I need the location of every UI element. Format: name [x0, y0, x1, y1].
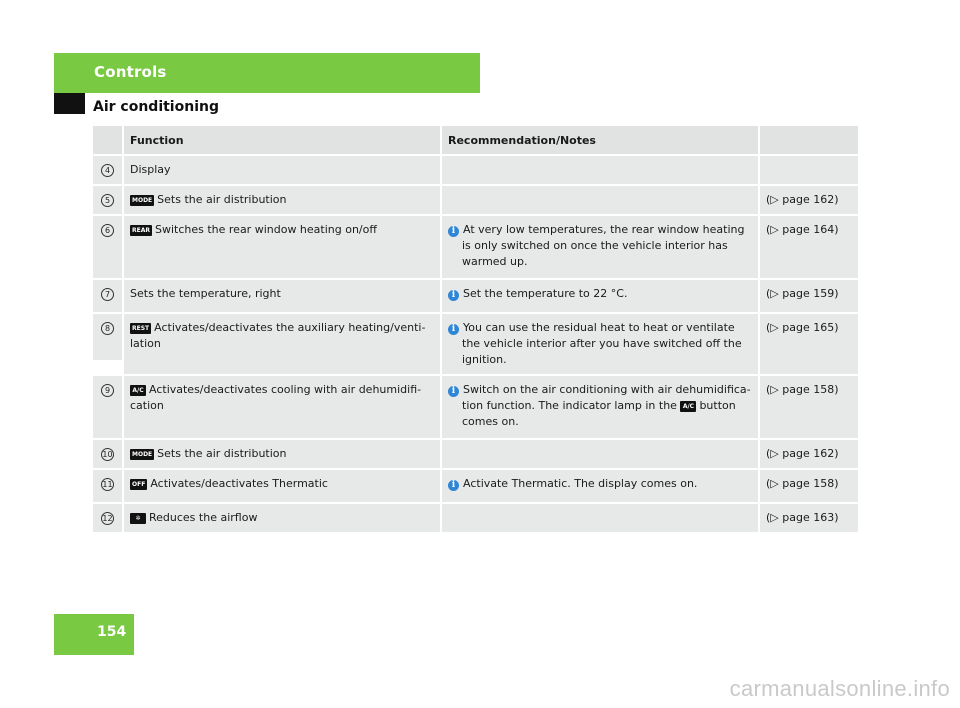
note-text: Switch on the air conditioning with air dehumidification function. The indicator lamp in the	[462, 383, 751, 412]
info-icon: i	[448, 480, 459, 491]
header-notes: Recommendation/Notes	[442, 126, 760, 154]
info-icon: i	[448, 386, 459, 397]
note-text-continued: button comes on.	[462, 399, 736, 428]
page-reference: (▷ page 158)	[760, 376, 858, 438]
function-text: Switches the rear window heating on/off	[154, 223, 377, 236]
page-reference: (▷ page 164)	[760, 216, 858, 278]
table-row	[93, 440, 858, 470]
row-number-cell	[93, 470, 124, 502]
page-reference	[760, 156, 858, 184]
page-number: 154	[97, 624, 127, 640]
notes-cell	[442, 314, 760, 374]
ac-button-icon: A/C	[680, 401, 696, 412]
notes-cell	[442, 216, 760, 278]
function-text: Activates/deactivates Thermatic	[150, 477, 328, 490]
row-number-cell	[93, 376, 124, 438]
chapter-title: Controls	[94, 63, 167, 81]
info-icon: i	[448, 324, 459, 335]
function-text: Sets the air distribution	[157, 447, 287, 460]
table-row	[93, 470, 858, 504]
function-text: Activates/deactivates the auxiliary heating/ventilation	[130, 321, 426, 350]
table-row	[93, 216, 858, 280]
notes-cell	[442, 156, 760, 184]
table-body	[93, 156, 858, 534]
function-cell	[124, 156, 442, 184]
page-reference: (▷ page 162)	[760, 440, 858, 468]
page-reference: (▷ page 165)	[760, 314, 858, 374]
notes-cell	[442, 504, 760, 532]
item-number: 7	[101, 288, 114, 301]
function-text: Sets the temperature, right	[130, 287, 281, 300]
info-icon: i	[448, 226, 459, 237]
row-number-cell	[93, 186, 124, 214]
function-cell	[124, 216, 442, 278]
table-row	[93, 156, 858, 186]
note-text: Set the temperature to 22 °C.	[463, 287, 628, 300]
item-number: 9	[101, 384, 114, 397]
page-reference: (▷ page 159)	[760, 280, 858, 312]
control-button-icon: MODE	[132, 451, 153, 458]
item-number: 12	[102, 514, 113, 523]
table-row	[93, 280, 858, 314]
function-cell	[124, 280, 442, 312]
row-number-cell	[93, 156, 124, 184]
header-num-cell	[93, 126, 124, 154]
notes-cell	[442, 440, 760, 468]
item-number: 8	[101, 322, 114, 335]
function-cell	[124, 186, 442, 214]
control-button-icon: OFF	[132, 481, 146, 488]
item-number: 5	[101, 194, 114, 207]
row-number-cell	[93, 280, 124, 312]
function-cell	[124, 440, 442, 468]
info-icon: i	[448, 290, 459, 301]
section-marker	[54, 93, 85, 114]
row-number-cell	[93, 504, 124, 532]
table-row	[93, 186, 858, 216]
function-text: Sets the air distribution	[157, 193, 287, 206]
page-reference: (▷ page 162)	[760, 186, 858, 214]
note-text: You can use the residual heat to heat or ventilate the vehicle interior after you have switched off the ignition.	[462, 321, 742, 366]
table-header	[93, 126, 858, 156]
item-number: 6	[101, 224, 114, 237]
notes-cell	[442, 376, 760, 438]
control-button-icon: REST	[132, 325, 150, 332]
function-text: Reduces the airflow	[149, 511, 258, 524]
table-row	[93, 504, 858, 534]
control-button-icon: A/C	[130, 385, 146, 396]
function-cell	[124, 504, 442, 532]
watermark: carmanualsonline.info	[729, 676, 950, 701]
note-text: At very low temperatures, the rear window heating is only switched on once the vehicle interior has warmed up.	[462, 223, 745, 268]
control-button-icon: ✲	[130, 513, 146, 524]
function-text: Activates/deactivates cooling with air dehumidification	[130, 383, 422, 412]
row-number-cell	[93, 440, 124, 468]
header-ref-cell	[760, 126, 858, 154]
item-number: 10	[102, 450, 113, 459]
notes-cell	[442, 470, 760, 502]
row-number-cell	[93, 216, 124, 278]
row-number-cell	[93, 314, 124, 360]
function-cell	[124, 376, 442, 438]
function-cell	[124, 470, 442, 502]
control-button-icon: MODE	[132, 197, 153, 204]
note-text: Activate Thermatic. The display comes on.	[463, 477, 698, 490]
function-text: Display	[130, 163, 171, 176]
item-number: 4	[101, 164, 114, 177]
notes-cell	[442, 186, 760, 214]
control-button-icon: REAR	[132, 227, 150, 234]
function-cell	[124, 314, 442, 374]
section-title: Air conditioning	[93, 99, 219, 115]
item-number: 11	[102, 480, 113, 489]
table-row	[93, 376, 858, 440]
header-function: Function	[124, 126, 442, 154]
function-table	[93, 126, 858, 534]
notes-cell	[442, 280, 760, 312]
page-reference: (▷ page 163)	[760, 504, 858, 532]
page-reference: (▷ page 158)	[760, 470, 858, 502]
table-row	[93, 314, 858, 376]
